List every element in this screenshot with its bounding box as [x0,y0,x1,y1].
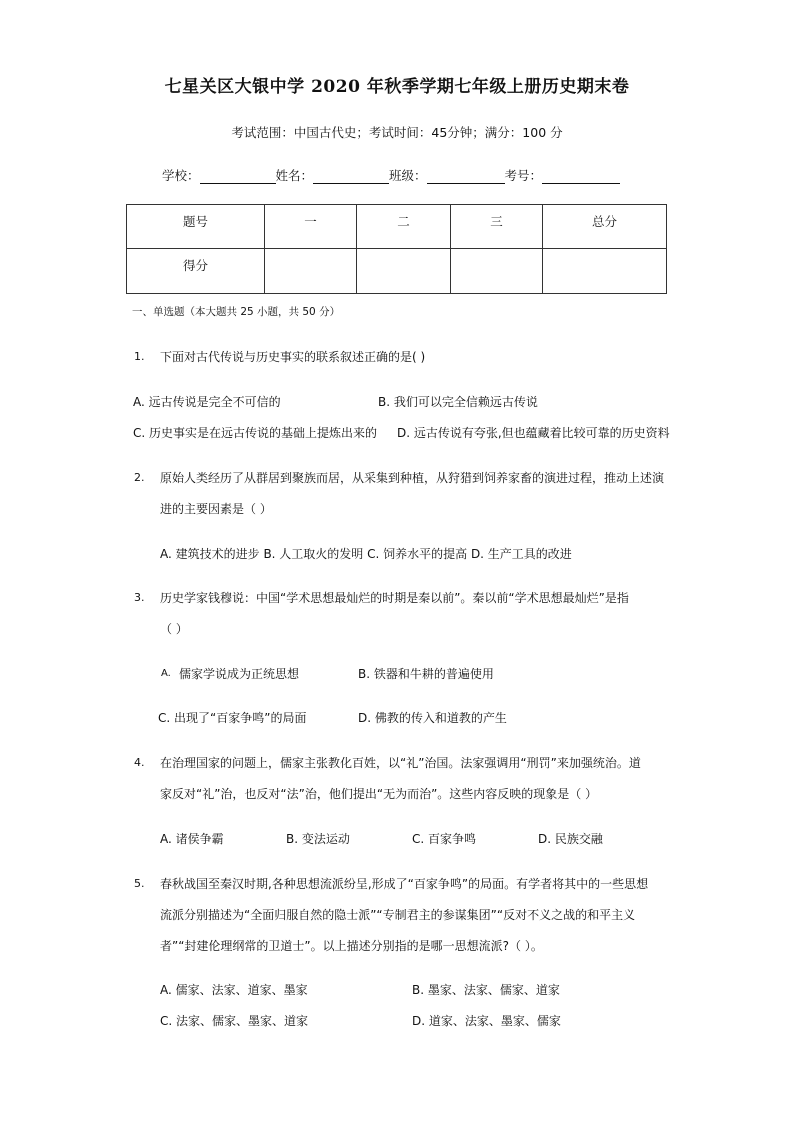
score-cell[interactable] [265,249,357,294]
question-stem: 原始人类经历了从群居到聚族而居，从采集到种植，从狩猎到饲养家畜的演进过程，推动上述演 [160,471,665,485]
option-b[interactable]: B. 铁器和牛耕的普遍使用 [358,667,494,681]
option-c[interactable]: C. 历史事实是在远古传说的基础上提炼出来的 [133,426,378,440]
score-row-label: 得分 [127,249,265,294]
score-header-cell: 题号 [127,205,265,249]
option-d[interactable]: D. 道家、法家、墨家、儒家 [412,1014,561,1028]
score-cell[interactable] [451,249,543,294]
option-b[interactable]: B. 墨家、法家、儒家、道家 [412,983,560,997]
option-a[interactable]: A. 远古传说是完全不可信的 [133,395,281,409]
class-label: 班级： [389,168,427,183]
question-stem: 历史学家钱穆说：中国“学术思想最灿烂的时期是秦以前”。秦以前“学术思想最灿烂”是指 [160,591,629,605]
option-c[interactable]: C. 法家、儒家、墨家、道家 [160,1014,309,1028]
score-table-header-row [127,205,667,249]
exam-number-field[interactable] [542,169,620,184]
score-header-cell: 一 [265,205,357,249]
question-stem: 春秋战国至秦汉时期,各种思想流派纷呈,形成了“百家争鸣”的局面。有学者将其中的一些思想 [160,877,649,891]
option-b[interactable]: B. 变法运动 [286,832,350,846]
option-b[interactable]: B. 我们可以完全信赖远古传说 [378,395,538,409]
question-number: 2. [134,471,145,484]
option-a[interactable]: A. 诸侯争霸 [160,832,224,846]
name-label: 姓名： [275,168,314,183]
question-number: 3. [134,591,145,604]
question-number: 4. [134,756,145,769]
option-a[interactable]: 儒家学说成为正统思想 [179,667,300,681]
question-stem: 在治理国家的问题上，儒家主张教化百姓，以“礼”治国。法家强调用“刑罚”来加强统治。道 [160,756,641,770]
question-stem: 家反对“礼”治，也反对“法”治，他们提出“无为而治”。这些内容反映的现象是（ ） [160,787,598,801]
score-header-cell: 总分 [543,205,667,249]
name-field[interactable] [313,169,389,184]
question-number: 5. [134,877,145,890]
exam-number-label: 考号： [504,168,543,183]
option-a[interactable]: A. 儒家、法家、道家、墨家 [160,983,308,997]
score-cell[interactable] [543,249,667,294]
score-table-score-row [127,249,667,294]
class-field[interactable] [427,169,505,184]
option-c[interactable]: C. 百家争鸣 [412,832,477,846]
question-stem: （ ） [160,622,188,636]
student-info-line [162,166,620,184]
question-number: 1. [134,350,145,363]
section-heading: 一、单选题（本大题共 25 小题，共 50 分） [132,306,341,318]
option-a-marker[interactable]: A. [161,668,171,679]
question-stem: 流派分别描述为“全面归服自然的隐士派”“专制君主的参谋集团”“反对不义之战的和平主义 [160,908,636,922]
question-stem: 下面对古代传说与历史事实的联系叙述正确的是( ) [160,350,426,364]
page-title: 七星关区大银中学 2020 年秋季学期七年级上册历史期末卷 [164,77,630,97]
option-d[interactable]: D. 远古传说有夸张,但也蕴藏着比较可靠的历史资料 [397,426,670,440]
option-c[interactable]: C. 出现了“百家争鸣”的局面 [158,711,307,725]
score-table [126,204,667,294]
score-header-cell: 二 [357,205,451,249]
score-header-cell: 三 [451,205,543,249]
option-d[interactable]: D. 民族交融 [538,832,603,846]
school-label: 学校： [162,168,200,183]
school-field[interactable] [200,169,276,184]
option-d[interactable]: D. 佛教的传入和道教的产生 [358,711,507,725]
question-stem: 者”“封建伦理纲常的卫道士”。以上描述分别指的是哪一思想流派?（ ）。 [160,939,543,953]
score-cell[interactable] [357,249,451,294]
question-stem: 进的主要因素是（ ） [160,502,272,516]
exam-subtitle: 考试范围：中国古代史；考试时间：45分钟；满分：100 分 [231,125,563,140]
options-line[interactable]: A. 建筑技术的进步 B. 人工取火的发明 C. 饲养水平的提高 D. 生产工具的改进 [160,547,572,561]
